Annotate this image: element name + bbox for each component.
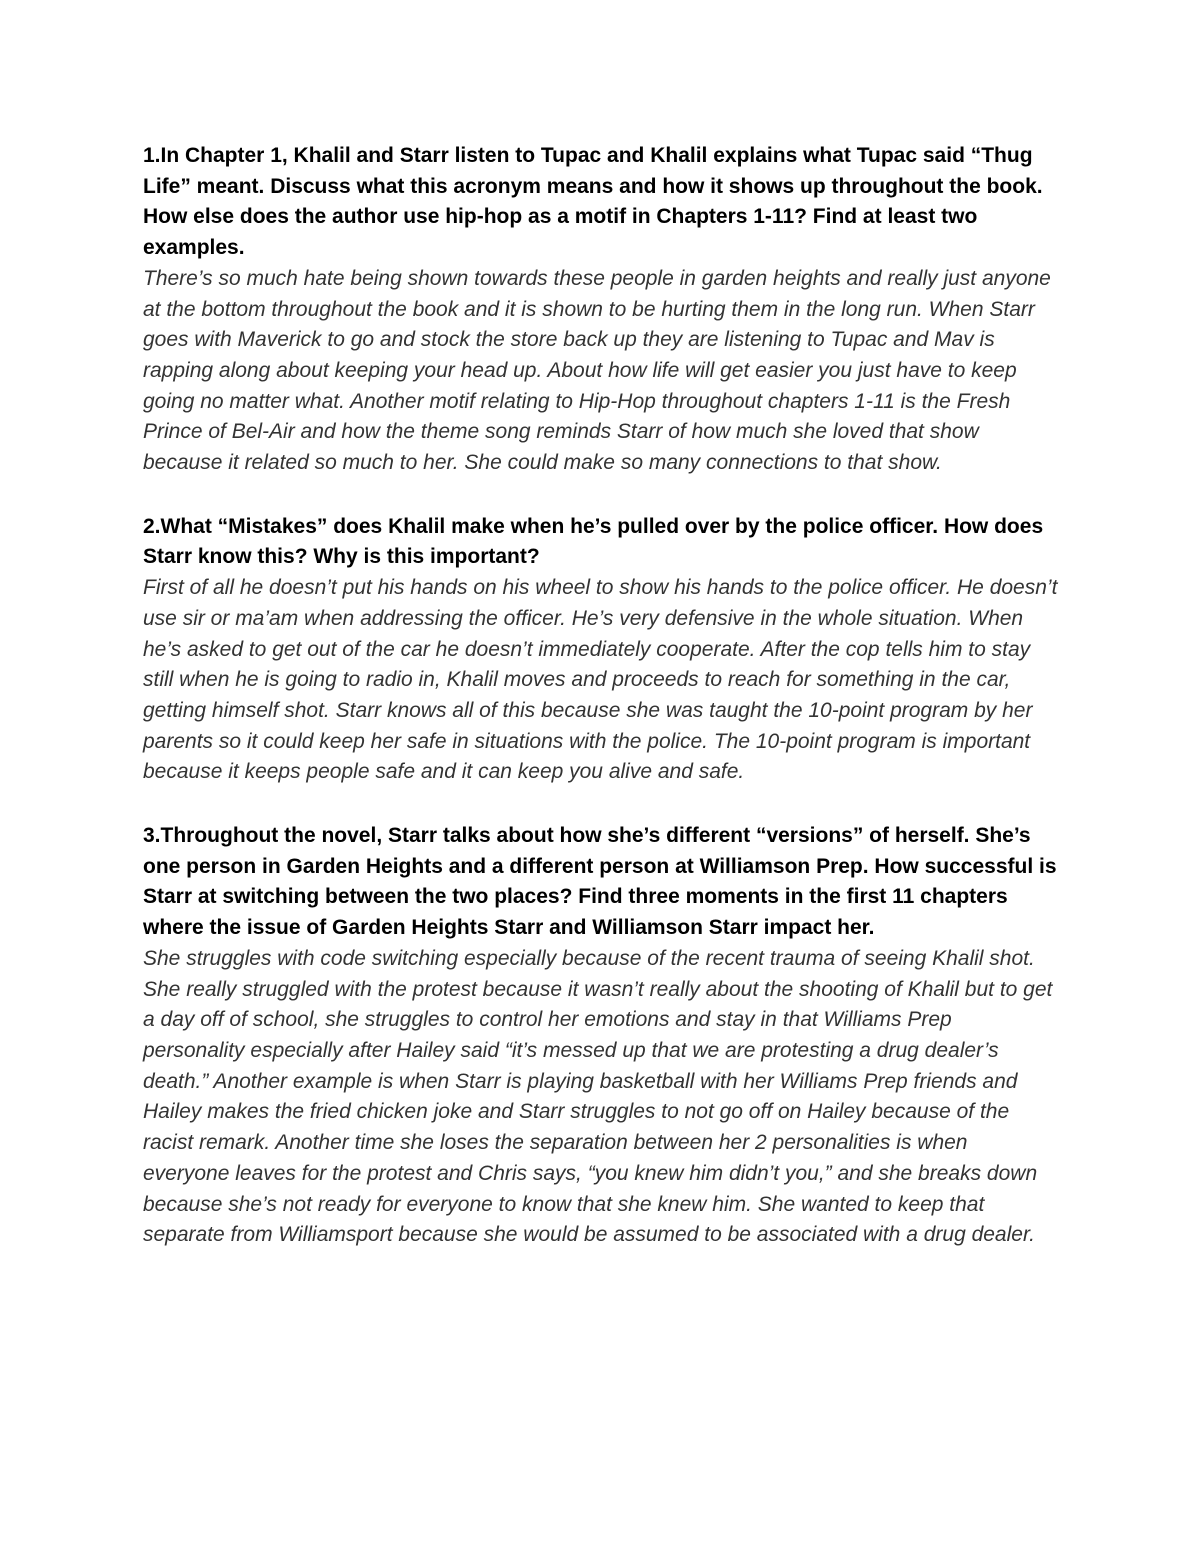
question-2: 2.What “Mistakes” does Khalil make when he’s pulled over by the police officer. How does Starr know this? Why is this important? [143,514,1044,569]
document-page [143,141,1058,1284]
answer-1: There’s so much hate being shown towards these people in garden heights and really just anyone at the bottom throughout the book and it is shown to be hurting them in the long run. When Starr goes with Maverick to go and stock the store back up they are listening to Tupac and Mav is rapping along about keeping your head up. About how life will get easier you just have to keep going no matter what. Another motif relating to Hip-Hop throughout chapters 1-11 is the Fresh Prince of Bel-Air and how the theme song reminds Starr of how much she loved that show because it related so much to her. She could make so many connections to that show. [143,266,1051,475]
answer-2: First of all he doesn’t put his hands on his wheel to show his hands to the police officer. He doesn’t use sir or ma’am when addressing the officer. He’s very defensive in the whole situation. When he’s asked to get out of the car he doesn’t immediately cooperate. After the cop tells him to stay still when he is going to radio in, Khalil moves and proceeds to reach for something in the car, getting himself shot. Starr knows all of this because she was taught the 10-point program by her parents so it could keep her safe in situations with the police. The 10-point program is important because it keeps people safe and it can keep you alive and safe. [143,576,1058,784]
qa-block-1 [143,141,1058,479]
question-1: 1.In Chapter 1, Khalil and Starr listen to Tupac and Khalil explains what Tupac said “Thug Life” meant. Discuss what this acronym means and how it shows up throughout the book. How else does the author use hip-hop as a motif in Chapters 1-11? Find at least two examples. [143,144,1043,260]
qa-block-2 [143,512,1058,788]
answer-3: She struggles with code switching especially because of the recent trauma of seeing Khalil shot. She really struggled with the protest because it wasn’t really about the shooting of Khalil but to get a day off of school, she struggles to control her emotions and stay in that Williams Prep personality especially after Hailey said “it’s messed up that we are protesting a drug dealer’s death.” Another example is when Starr is playing basketball with her Williams Prep friends and Hailey makes the fried chicken joke and Starr struggles to not go off on Hailey because of the racist remark. Another time she loses the separation between her 2 personalities is when everyone leaves for the protest and Chris says, “you knew him didn’t you,” and she breaks down because she’s not ready for everyone to know that she knew him. She wanted to keep that separate from Williamsport because she would be assumed to be associated with a drug dealer. [143,946,1053,1247]
qa-block-3 [143,821,1058,1251]
question-3: 3.Throughout the novel, Starr talks about how she’s different “versions” of herself. She’s one person in Garden Heights and a different person at Williamson Prep. How successful is Starr at switching between the two places? Find three moments in the first 11 chapters where the issue of Garden Heights Starr and Williamson Starr impact her. [143,824,1057,940]
